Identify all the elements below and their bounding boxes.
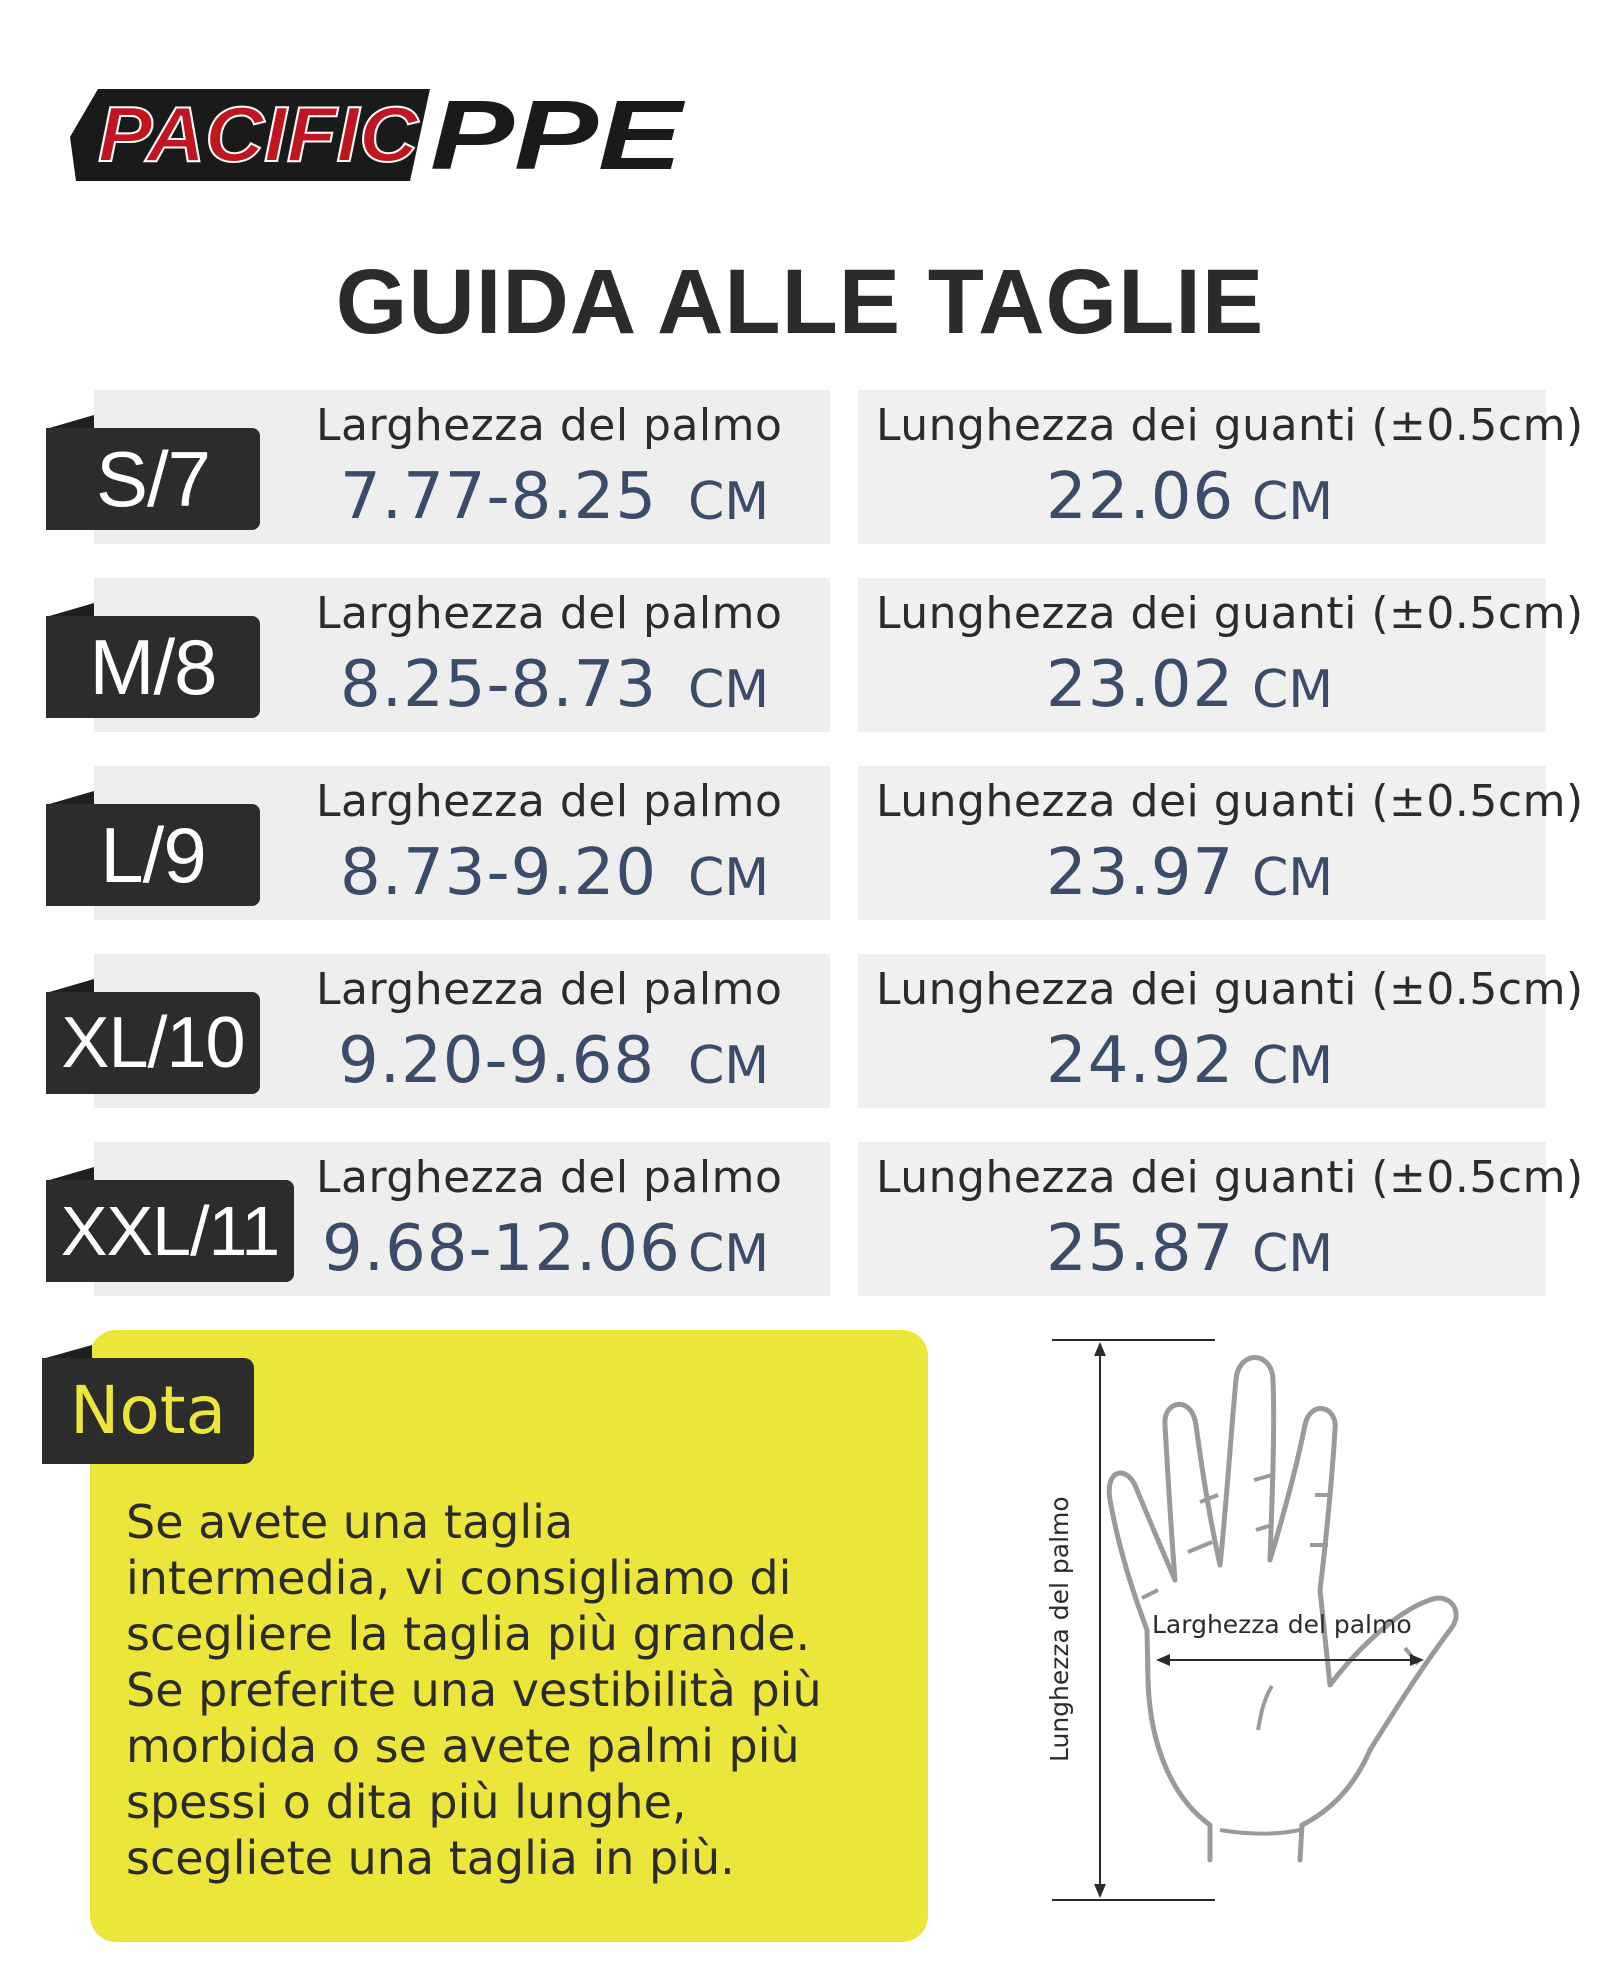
glove-length-unit: CM (1252, 1224, 1334, 1284)
palm-crease (1258, 1686, 1272, 1730)
size-badge: M/8 (46, 616, 260, 718)
note-line: spessi o dita più lunghe, (126, 1775, 687, 1829)
length-arrow-up-icon (1094, 1342, 1106, 1356)
palm-width-label: Larghezza del palmo (316, 588, 783, 639)
palm-width-value: 8.73-9.20 (340, 836, 658, 910)
note-line: scegliere la taglia più grande. (126, 1607, 811, 1661)
palm-width-label: Larghezza del palmo (316, 1152, 783, 1203)
glove-length-unit: CM (1252, 1036, 1334, 1096)
glove-length-value: 23.02 (1046, 648, 1235, 722)
palm-width-label: Larghezza del palmo (316, 964, 783, 1015)
palm-width-unit: CM (688, 660, 770, 720)
glove-length-unit: CM (1252, 660, 1334, 720)
width-arrow-left-icon (1156, 1654, 1170, 1666)
size-badge: XXL/11 (46, 1180, 294, 1282)
finger-crease (1142, 1590, 1158, 1598)
palm-width-unit: CM (688, 1036, 770, 1096)
palm-width-value: 7.77-8.25 (340, 460, 658, 534)
size-row (0, 1142, 1600, 1302)
glove-length-value: 25.87 (1046, 1212, 1235, 1286)
palm-width-value: 9.20-9.68 (338, 1024, 656, 1098)
length-arrow-down-icon (1094, 1884, 1106, 1898)
glove-length-unit: CM (1252, 472, 1334, 532)
size-row (0, 954, 1600, 1114)
glove-length-value: 23.97 (1046, 836, 1235, 910)
size-row (0, 578, 1600, 738)
glove-length-value: 24.92 (1046, 1024, 1235, 1098)
note-text (126, 1494, 916, 1886)
pacific-ppe-logo (70, 85, 690, 185)
size-row (0, 390, 1600, 550)
note-badge: Nota (42, 1358, 254, 1464)
palm-width-label: Larghezza del palmo (316, 776, 783, 827)
hand-measurement-diagram (1010, 1330, 1600, 1910)
palm-length-label: Lunghezza del palmo (1045, 1496, 1074, 1762)
size-badge: S/7 (46, 428, 260, 530)
glove-length-label: Lunghezza dei guanti (±0.5cm) (876, 1152, 1584, 1203)
badge-fold (46, 791, 94, 805)
size-badge: XL/10 (46, 992, 260, 1094)
finger-crease (1254, 1475, 1272, 1480)
finger-crease (1188, 1542, 1212, 1552)
glove-length-label: Lunghezza dei guanti (±0.5cm) (876, 776, 1584, 827)
badge-fold (46, 979, 94, 993)
palm-width-value: 9.68-12.06 (322, 1212, 681, 1286)
note-line: morbida o se avete palmi più (126, 1719, 800, 1773)
logo-pacific-text: PACIFIC (98, 90, 420, 178)
glove-length-label: Lunghezza dei guanti (±0.5cm) (876, 964, 1584, 1015)
wrist-crease (1220, 1830, 1300, 1834)
hand-outline-icon (1109, 1358, 1456, 1861)
palm-width-unit: CM (688, 848, 770, 908)
palm-width-value: 8.25-8.73 (340, 648, 658, 722)
glove-length-unit: CM (1252, 848, 1334, 908)
note-badge-fold (42, 1345, 92, 1359)
badge-fold (46, 603, 94, 617)
palm-width-unit: CM (688, 1224, 770, 1284)
logo-ppe-text: PPE (430, 85, 686, 185)
palm-width-label: Larghezza del palmo (316, 400, 783, 451)
size-badge: L/9 (46, 804, 260, 906)
glove-length-value: 22.06 (1046, 460, 1235, 534)
glove-length-label: Lunghezza dei guanti (±0.5cm) (876, 400, 1584, 451)
note-line: intermedia, vi consigliamo di (126, 1551, 792, 1605)
note-line: Se preferite una vestibilità più (126, 1663, 822, 1717)
note-line: Se avete una taglia (126, 1495, 574, 1549)
note-line: scegliete una taglia in più. (126, 1831, 735, 1885)
palm-width-unit: CM (688, 472, 770, 532)
palm-width-diagram-label: Larghezza del palmo (1152, 1610, 1412, 1639)
badge-fold (46, 1167, 94, 1181)
page-title: GUIDA ALLE TAGLIE (335, 251, 1265, 353)
badge-fold (46, 415, 94, 429)
glove-length-label: Lunghezza dei guanti (±0.5cm) (876, 588, 1584, 639)
size-row (0, 766, 1600, 926)
